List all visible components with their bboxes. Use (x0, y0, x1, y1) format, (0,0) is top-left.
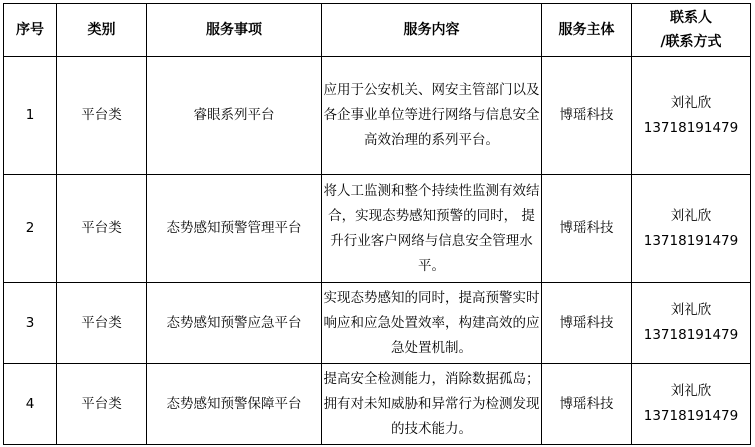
table-row (4, 283, 751, 364)
cell-contact (632, 283, 751, 364)
cell-provider: 博瑶科技 (542, 57, 632, 175)
table-header-row (4, 4, 751, 57)
cell-category: 平台类 (57, 57, 147, 175)
header-seq: 序号 (4, 4, 57, 57)
contact-phone: 13718191479 (643, 232, 739, 249)
cell-provider: 博瑶科技 (542, 364, 632, 445)
cell-content: 将人工监测和整个持续性监测有效结合，实现态势感知预警的同时， 提升行业客户网络与信息安全管理水平。 (322, 175, 542, 283)
cell-content: 实现态势感知的同时，提高预警实时响应和应急处置效率，构建高效的应急处置机制。 (322, 283, 542, 364)
cell-item: 态势感知预警应急平台 (147, 283, 322, 364)
header-provider: 服务主体 (542, 4, 632, 57)
contact-phone: 13718191479 (643, 408, 739, 424)
header-item: 服务事项 (147, 4, 322, 57)
table-row (4, 364, 751, 445)
cell-contact (632, 175, 751, 283)
cell-contact (632, 57, 751, 175)
header-content: 服务内容 (322, 4, 542, 57)
cell-category: 平台类 (57, 364, 147, 445)
contact-name: 刘礼欣 (670, 207, 712, 224)
header-contact (632, 4, 751, 57)
cell-item: 态势感知预警保障平台 (147, 364, 322, 445)
cell-provider: 博瑶科技 (542, 175, 632, 283)
cell-seq: 3 (4, 283, 57, 364)
contact-name: 刘礼欣 (670, 383, 712, 399)
cell-content: 应用于公安机关、网安主管部门以及各企事业单位等进行网络与信息安全高效治理的系列平台。 (322, 57, 542, 175)
contact-name: 刘礼欣 (670, 302, 712, 318)
cell-item: 睿眼系列平台 (147, 57, 322, 175)
cell-provider: 博瑶科技 (542, 283, 632, 364)
header-contact-line2: /联系方式 (660, 34, 722, 50)
cell-category: 平台类 (57, 175, 147, 283)
table-row (4, 175, 751, 283)
contact-name: 刘礼欣 (670, 94, 712, 111)
contact-phone: 13718191479 (643, 327, 739, 343)
header-category: 类别 (57, 4, 147, 57)
cell-contact (632, 364, 751, 445)
cell-seq: 2 (4, 175, 57, 283)
cell-category: 平台类 (57, 283, 147, 364)
cell-seq: 1 (4, 57, 57, 175)
cell-content: 提高安全检测能力，消除数据孤岛；拥有对未知威胁和异常行为检测发现的技术能力。 (322, 364, 542, 445)
contact-phone: 13718191479 (643, 119, 739, 136)
table-row (4, 57, 751, 175)
cell-item: 态势感知预警管理平台 (147, 175, 322, 283)
header-contact-line1: 联系人 (670, 10, 712, 26)
cell-seq: 4 (4, 364, 57, 445)
service-table (3, 3, 751, 445)
